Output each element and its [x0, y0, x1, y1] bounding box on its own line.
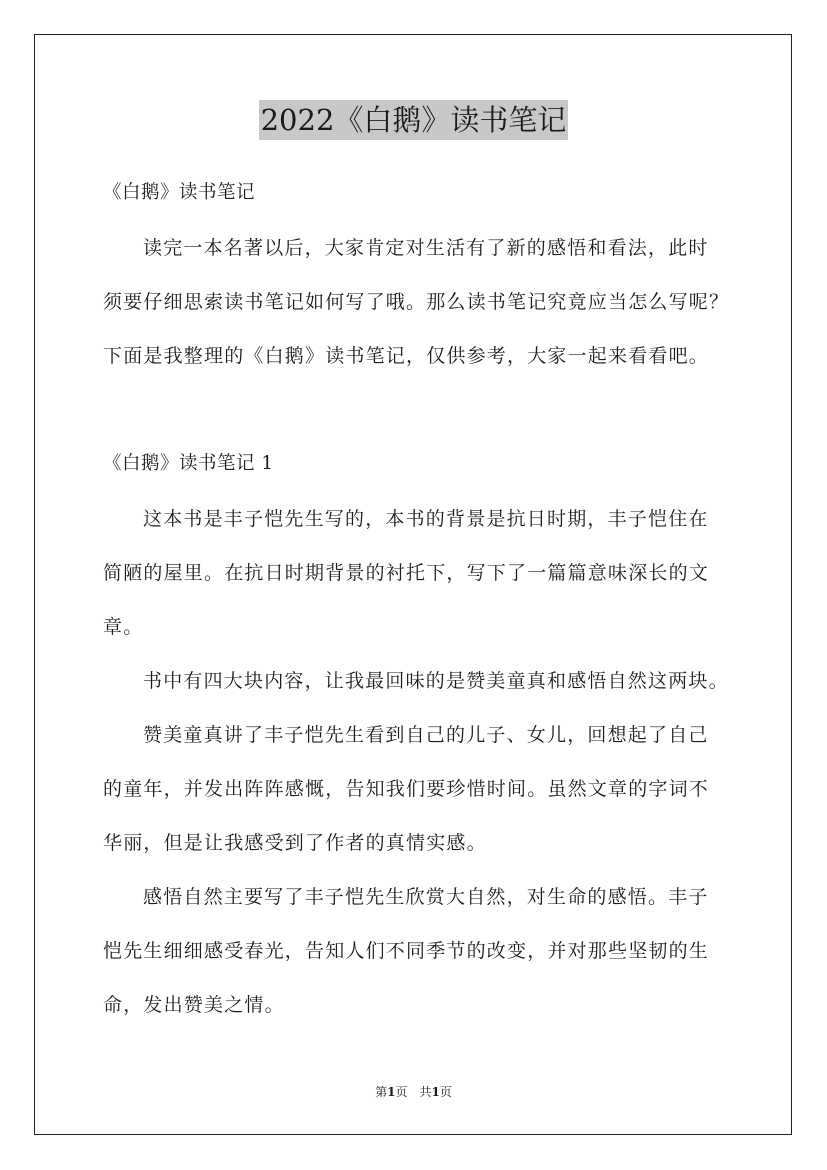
footer-page-total: 1: [431, 1085, 440, 1099]
intro-line-2: 须要仔细思索读书笔记如何写了哦。那么读书笔记究竟应当怎么写呢？: [103, 291, 730, 313]
section1-heading-block: [103, 449, 728, 479]
para3-line-2: 的童年，并发出阵阵感慨，告知我们要珍惜时间。虽然文章的字词不: [103, 778, 710, 800]
section1-heading: 《白鹅》读书笔记 1: [103, 453, 274, 474]
paragraph-3: [103, 708, 728, 870]
intro-heading-block: [103, 178, 728, 208]
document-title: [0, 100, 827, 145]
footer-page-current: 1: [387, 1085, 396, 1099]
paragraph-4: [103, 870, 728, 1032]
intro-line-1: 读完一本名著以后，大家肯定对生活有了新的感悟和看法，此时: [143, 237, 709, 259]
intro-line-3: 下面是我整理的《白鹅》读书笔记，仅供参考，大家一起来看看吧。: [103, 345, 710, 367]
footer-prefix: 第: [375, 1085, 388, 1099]
para2-line-1: 书中有四大块内容，让我最回味的是赞美童真和感悟自然这两块。: [143, 670, 729, 692]
para4-line-2: 恺先生细细感受春光，告知人们不同季节的改变，并对那些坚韧的生: [103, 940, 710, 962]
para4-line-1: 感悟自然主要写了丰子恺先生欣赏大自然，对生命的感悟。丰子: [143, 886, 709, 908]
page-footer: [0, 1083, 827, 1101]
document-title-text: 2022《白鹅》读书笔记: [259, 100, 569, 140]
intro-paragraph: [103, 221, 728, 383]
para3-line-3: 华丽，但是让我感受到了作者的真情实感。: [103, 832, 487, 854]
para1-line-2: 简陋的屋里。在抗日时期背景的衬托下，写下了一篇篇意味深长的文: [103, 562, 710, 584]
paragraph-2: [103, 654, 728, 708]
para1-line-1: 这本书是丰子恺先生写的，本书的背景是抗日时期，丰子恺住在: [143, 508, 709, 530]
intro-heading: 《白鹅》读书笔记: [103, 182, 256, 203]
footer-suffix: 页: [439, 1085, 452, 1099]
para3-line-1: 赞美童真讲了丰子恺先生看到自己的儿子、女儿，回想起了自己: [143, 724, 709, 746]
para1-line-3: 章。: [103, 616, 144, 638]
paragraph-1: [103, 492, 728, 654]
para4-line-3: 命，发出赞美之情。: [103, 994, 285, 1016]
footer-mid: 页 共: [395, 1085, 432, 1099]
